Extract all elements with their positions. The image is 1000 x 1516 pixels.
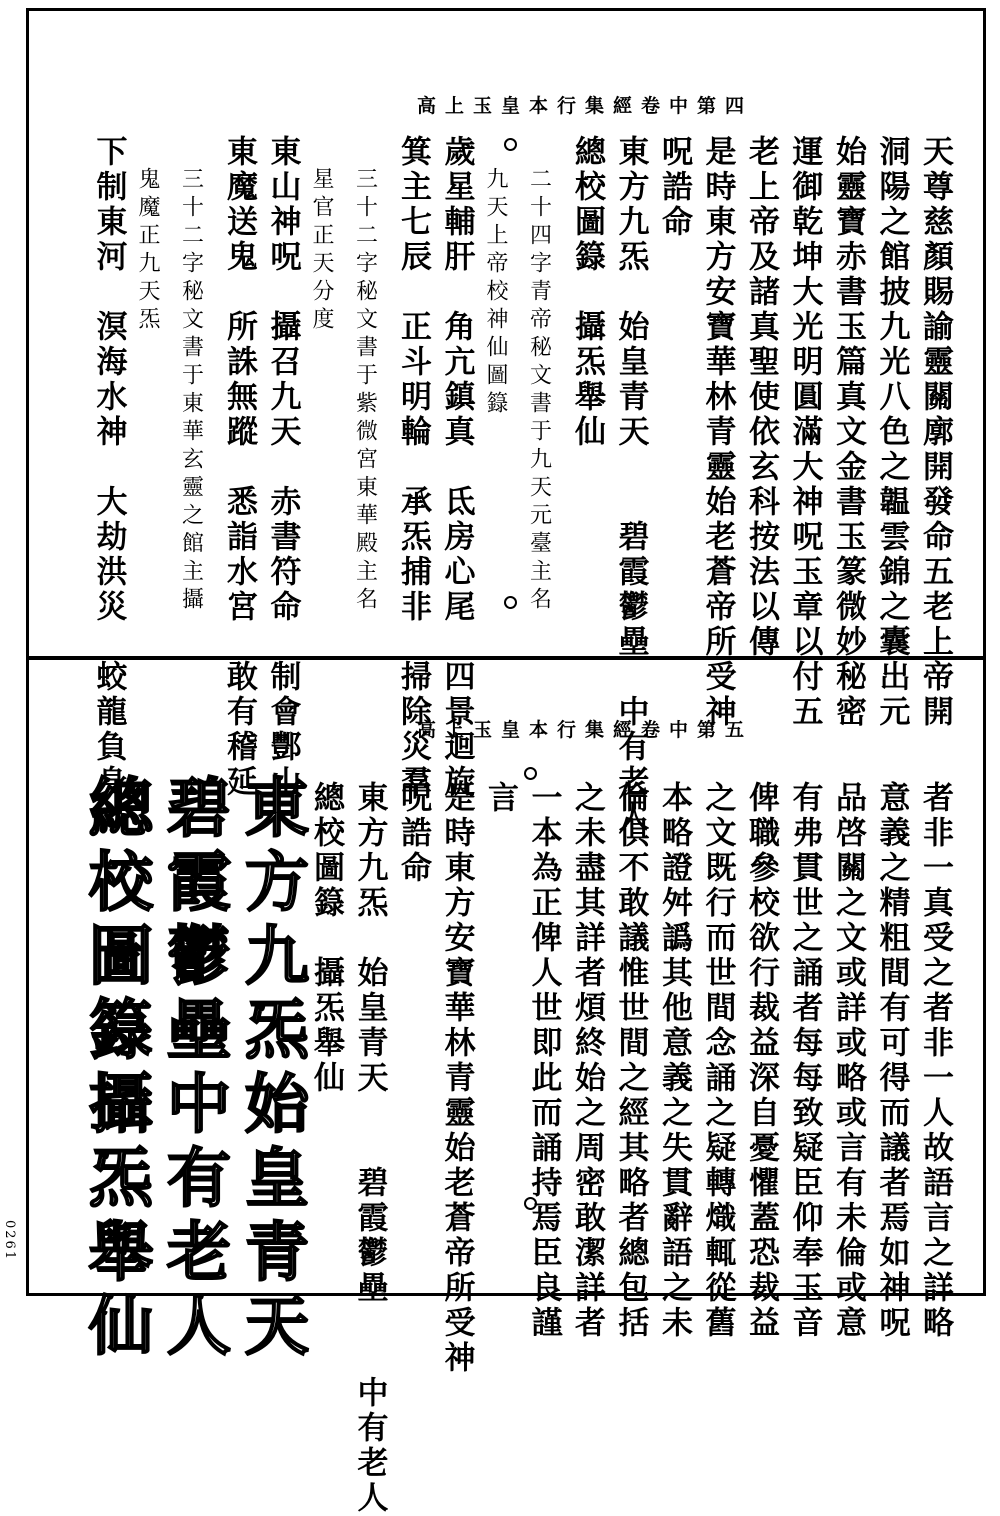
top_page-column: 運御乾坤大光明圓滿大神呪玉章以付五 [786,135,823,730]
top_page-column: 老上帝及諸真聖使依玄科按法以傳 [743,135,779,660]
bottom_page-column: 之未盡其詳者煩終始之周密敢潔詳者 [569,781,605,1341]
circle-mark [504,138,517,151]
bottom_page-column: 意義之精粗間有可得而議者焉如神呪 [873,781,910,1341]
bottom_page-column: 有弗貫世之誦者每每致疑臣仰奉玉音 [786,781,823,1341]
bottom_page-column: 俾職參校欲行裁益深自憂懼蓋恐裁益 [743,781,779,1341]
bottom_page-column: 倫俱不敢議惟世間之經其略者總包括 [612,781,649,1341]
bottom_page-column: 本略證舛譌其他意義之失貫辭語之未 [656,781,692,1341]
bottom_page-column: 是時東方安寶華林青靈始老蒼帝所受神 [438,781,475,1376]
top_page-column: 是時東方安寶華林青靈始老蒼帝所受神 [699,135,736,730]
top_page-column: 東山神呪 攝召九天 赤書符命 制會酆山 [264,135,301,800]
top_page-column: 呪誥命 [656,135,692,240]
seal-script-column: 東方九炁始皇青天 [234,774,309,1366]
top_page-column: 三十二字秘文書于東華玄靈之館主攝 [178,167,204,615]
top-page-header: 高上玉皇本行集經卷中第四 [416,95,753,117]
bottom_page-column: 言 [482,781,518,816]
top_page-column: 星官正天分度 [309,167,334,335]
top_page-column: 東方九炁 始皇青天 碧霞鬱壘 中有老人 [612,135,649,835]
page-number: 0261 [2,1220,17,1262]
top_page-column: 下制東河 溟海水神 大劫洪災 蛟龍負身 [90,135,127,800]
circle-mark [524,1197,537,1210]
bottom-page-header: 高上玉皇本行集經卷中第五 [416,719,753,741]
bottom_page-column: 一本為正俾人世即此而誦持焉臣良謹 [525,781,562,1341]
top_page-column: 洞陽之館披九光八色之韞雲錦之囊出元 [873,135,910,730]
top_page-column: 鬼魔正九天炁 [135,167,160,335]
bottom_page-column: 呪誥命 [395,781,431,886]
top_page-column: 歲星輔肝 角亢鎮真 氐房心尾 四景迴旋 [438,135,475,800]
top_page-column: 箕主七辰 正斗明輪 承炁捕非 掃除災羣 [395,135,431,800]
top_page-column: 總校圖籙 攝炁舉仙 [569,135,605,450]
seal-script-column: 碧霞鬱壘中有老人 [156,774,231,1366]
bottom_page-column: 東方九炁 始皇青天 碧霞鬱壘 中有老人 [351,781,388,1516]
bottom_page-column: 之文既行而世間念誦之疑轉熾輒從舊 [699,781,736,1341]
bottom_page-column: 總校圖籙 攝炁舉仙 [308,781,344,1096]
bottom-page [26,656,986,1516]
seal-script-column: 總校圖籙攝炁舉仙 [78,774,153,1366]
top_page-column: 天尊慈顏賜諭靈關廓開發命五老上帝開 [917,135,953,730]
bottom_page-column: 品啓關之文或詳或略或言有未倫或意 [830,781,866,1341]
top_page-column: 三十二字秘文書于紫微宮東華殿主名 [352,167,378,615]
top_page-column: 東魔送鬼 所誅無蹤 悉詣水宮 敢有稽延 [221,135,257,800]
bottom_page-column: 者非一真受之者非一人故語言之詳略 [917,781,953,1341]
circle-mark [524,767,537,780]
top_page-column: 始靈寶赤書玉篇真文金書玉篆微妙秘密 [830,135,866,730]
top_page-column: 九天上帝校神仙圖籙 [483,167,508,419]
top_page-column: 二十四字青帝秘文書于九天元臺主名 [526,167,552,615]
circle-mark [504,596,517,609]
